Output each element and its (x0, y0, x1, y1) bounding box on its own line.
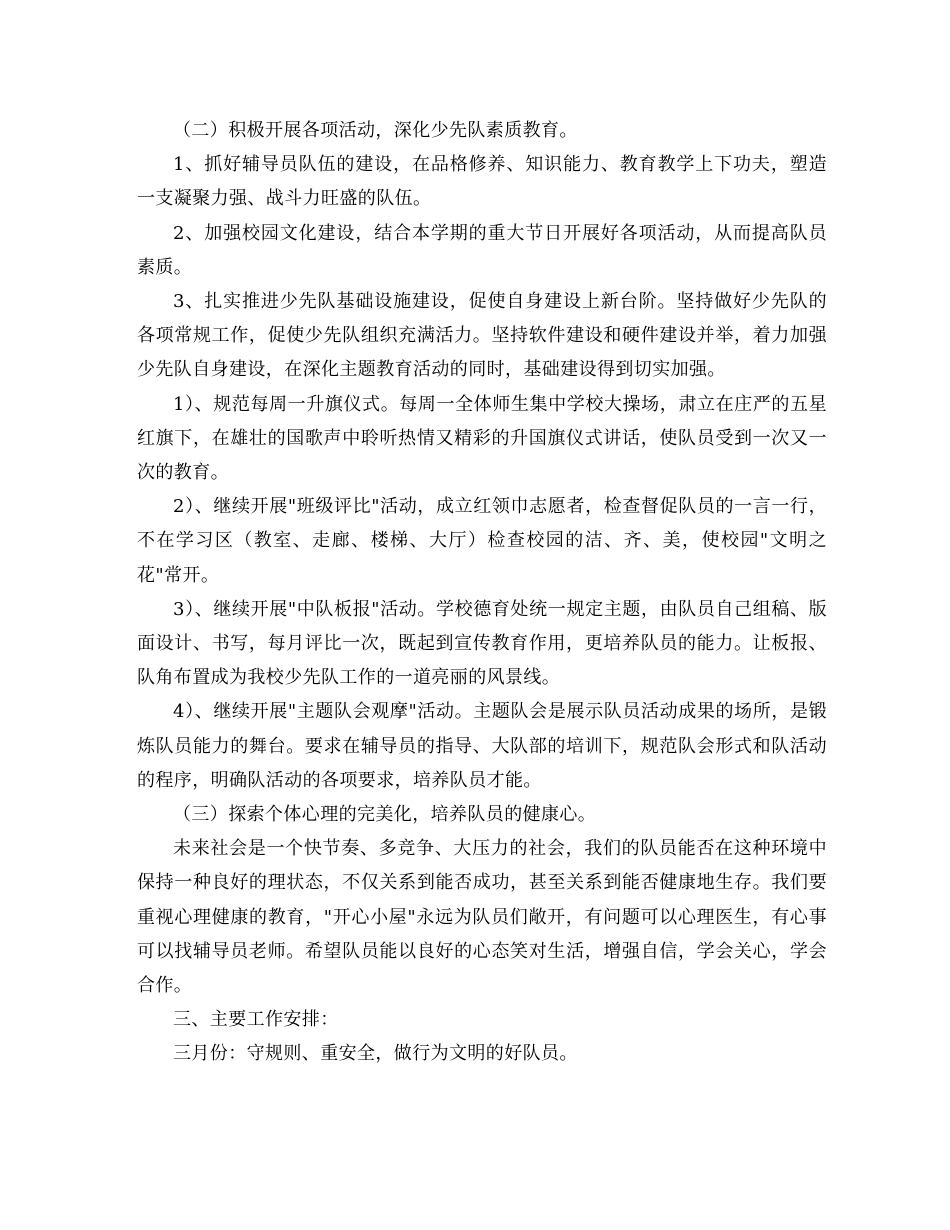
document-page (137, 114, 827, 1072)
paragraph-subitem-1: 1）、规范每周一升旗仪式。每周一全体师生集中学校大操场，肃立在庄严的五星红旗下，在雄壮的国歌声中聆听热情又精彩的升国旗仪式讲话，使队员受到一次又一次的教育。 (137, 393, 827, 484)
paragraph-march-plan: 三月份：守规则、重安全，做行为文明的好队员。 (173, 1043, 578, 1065)
heading-main-arrangement: 三、主要工作安排： (173, 1009, 339, 1031)
paragraph-subitem-3: 3）、继续开展"中队板报"活动。学校德育处统一规定主题，由队员自己组稿、版面设计、书写，每月评比一次，既起到宣传教育作用，更培养队员的能力。让板报、队角布置成为我校少先队工作的一道亮丽的风景线。 (137, 598, 827, 689)
paragraph-item-2: 2、加强校园文化建设，结合本学期的重大节日开展好各项活动，从而提高队员素质。 (137, 222, 827, 278)
paragraph-mental-health: 未来社会是一个快节奏、多竞争、大压力的社会，我们的队员能否在这种环境中保持一种良好的理状态，不仅关系到能否成功，甚至关系到能否健康地生存。我们要重视心理健康的教育，"开心小屋"永远为队员们敞开，有问题可以心理医生，有心事可以找辅导员老师。希望队员能以良好的心态笑对生活，增强自信，学会关心，学会合作。 (137, 838, 827, 997)
paragraph-subitem-2: 2）、继续开展"班级评比"活动，成立红领巾志愿者，检查督促队员的一言一行，不在学习区（教室、走廊、楼梯、大厅）检查校园的洁、齐、美，使校园"文明之花"常开。 (137, 496, 827, 586)
paragraph-item-1: 1、抓好辅导员队伍的建设，在品格修养、知识能力、教育教学上下功夫，塑造一支凝聚力强、战斗力旺盛的队伍。 (137, 154, 827, 210)
heading-section-3: （三）探索个体心理的完美化，培养队员的健康心。 (173, 804, 597, 826)
paragraph-subitem-4: 4）、继续开展"主题队会观摩"活动。主题队会是展示队员活动成果的场所，是锻炼队员能力的舞台。要求在辅导员的指导、大队部的培训下，规范队会形式和队活动的程序，明确队活动的各项要求，培养队员才能。 (137, 701, 827, 791)
heading-section-2: （二）积极开展各项活动，深化少先队素质教育。 (173, 120, 578, 141)
paragraph-item-3: 3、扎实推进少先队基础设施建设，促使自身建设上新台阶。坚持做好少先队的各项常规工作，促使少先队组织充满活力。坚持软件建设和硬件建设并举，着力加强少先队自身建设，在深化主题教育活动的同时，基础建设得到切实加强。 (137, 291, 827, 381)
